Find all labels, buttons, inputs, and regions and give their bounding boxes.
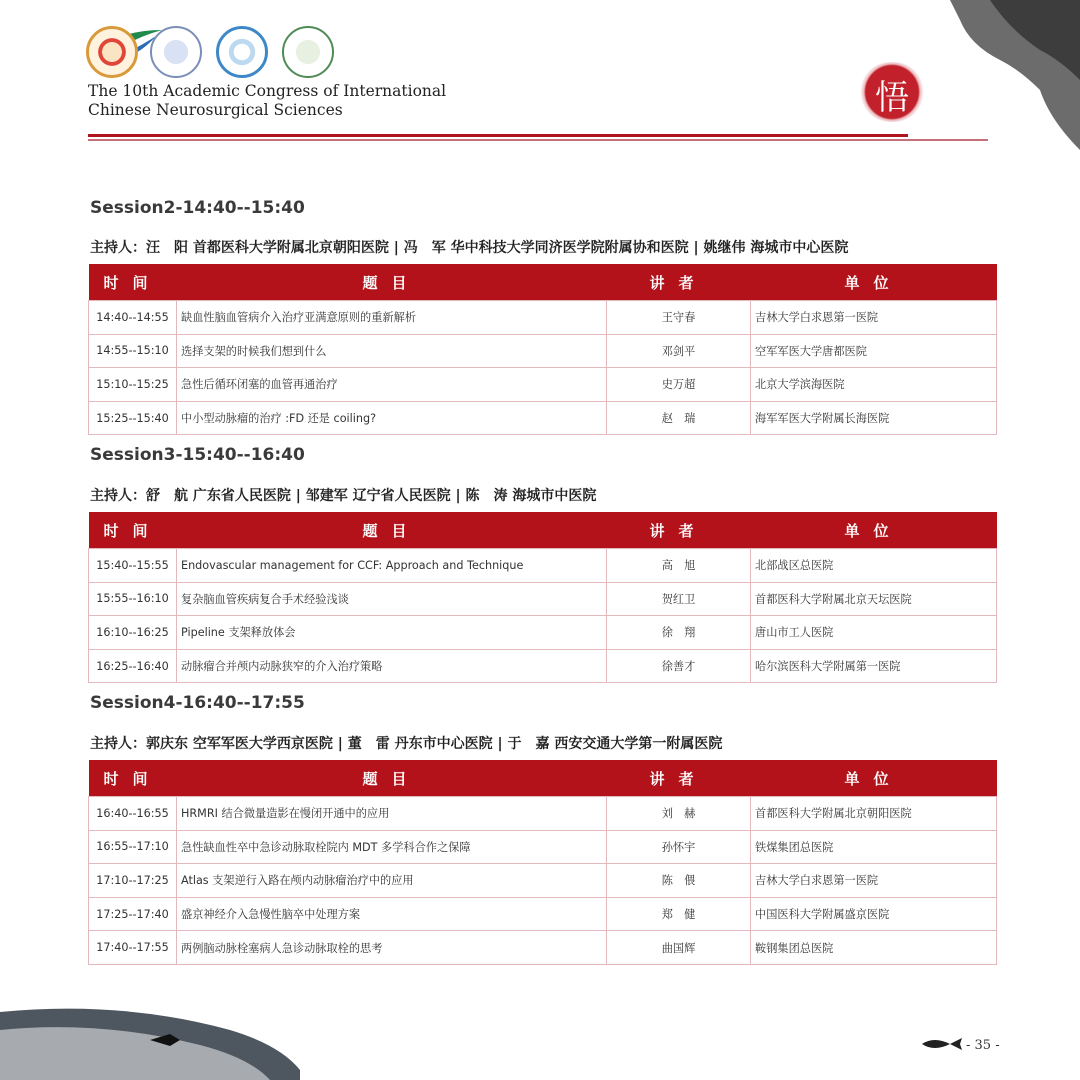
col-speaker: 讲者 (607, 512, 751, 549)
page-number: - 35 - (966, 1038, 1000, 1053)
row-unit: 哈尔滨医科大学附属第一医院 (751, 649, 997, 683)
row-speaker: 徐善才 (607, 649, 751, 683)
row-topic: 盛京神经介入急慢性脑卒中处理方案 (177, 897, 607, 931)
row-topic: 急性缺血性卒中急诊动脉取栓院内 MDT 多学科合作之保障 (177, 830, 607, 864)
col-topic: 题目 (177, 264, 607, 301)
row-time: 15:40--15:55 (89, 549, 177, 583)
row-time: 15:25--15:40 (89, 401, 177, 435)
ink-mountain-decoration (930, 0, 1080, 150)
col-time: 时间 (89, 512, 177, 549)
col-speaker: 讲者 (607, 760, 751, 797)
row-speaker: 王守春 (607, 301, 751, 335)
row-time: 14:55--15:10 (89, 334, 177, 368)
row-time: 16:55--17:10 (89, 830, 177, 864)
row-unit: 吉林大学白求恩第一医院 (751, 864, 997, 898)
table-row (89, 616, 997, 650)
society-logo-4 (282, 26, 334, 78)
table-row (89, 301, 997, 335)
row-time: 15:55--16:10 (89, 582, 177, 616)
row-unit: 首都医科大学附属北京天坛医院 (751, 582, 997, 616)
society-logos (86, 26, 164, 82)
row-topic: Endovascular management for CCF: Approach and Technique (177, 549, 607, 583)
congress-title-line1: The 10th Academic Congress of International (88, 82, 447, 100)
table-header-row (89, 264, 997, 301)
row-speaker: 高 旭 (607, 549, 751, 583)
row-time: 14:40--14:55 (89, 301, 177, 335)
row-time: 15:10--15:25 (89, 368, 177, 402)
row-topic: Pipeline 支架释放体会 (177, 616, 607, 650)
row-unit: 北京大学滨海医院 (751, 368, 997, 402)
row-speaker: 史万超 (607, 368, 751, 402)
row-unit: 鞍钢集团总医院 (751, 931, 997, 965)
row-speaker: 刘 赫 (607, 797, 751, 831)
seal-character: 悟 (875, 78, 909, 118)
row-speaker: 郑 健 (607, 897, 751, 931)
table-row (89, 931, 997, 965)
society-logo-3 (216, 26, 268, 78)
table-row (89, 649, 997, 683)
row-unit: 铁煤集团总医院 (751, 830, 997, 864)
session-table (88, 760, 997, 965)
row-topic: 急性后循环闭塞的血管再通治疗 (177, 368, 607, 402)
row-unit: 首都医科大学附属北京朝阳医院 (751, 797, 997, 831)
row-time: 17:40--17:55 (89, 931, 177, 965)
table-row (89, 797, 997, 831)
row-time: 16:25--16:40 (89, 649, 177, 683)
col-unit: 单位 (751, 760, 997, 797)
row-topic: 缺血性脑血管病介入治疗亚满意原则的重新解析 (177, 301, 607, 335)
row-speaker: 徐 翔 (607, 616, 751, 650)
session-table (88, 264, 997, 435)
col-topic: 题目 (177, 760, 607, 797)
wu-seal (858, 62, 926, 122)
row-unit: 北部战区总医院 (751, 549, 997, 583)
session-title: Session4-16:40--17:55 (90, 693, 305, 713)
row-topic: 动脉瘤合并颅内动脉狭窄的介入治疗策略 (177, 649, 607, 683)
row-speaker: 曲国辉 (607, 931, 751, 965)
row-topic: 复杂脑血管疾病复合手术经验浅谈 (177, 582, 607, 616)
row-speaker: 邓剑平 (607, 334, 751, 368)
table-row (89, 334, 997, 368)
row-topic: HRMRI 结合微量造影在慢闭开通中的应用 (177, 797, 607, 831)
row-unit: 吉林大学白求恩第一医院 (751, 301, 997, 335)
col-speaker: 讲者 (607, 264, 751, 301)
row-unit: 唐山市工人医院 (751, 616, 997, 650)
session-hosts: 主持人：汪 阳 首都医科大学附属北京朝阳医院 | 冯 军 华中科技大学同济医学院附属协和医院 | 姚继伟 海城市中心医院 (90, 240, 849, 256)
row-time: 17:10--17:25 (89, 864, 177, 898)
congress-title-line2: Chinese Neurosurgical Sciences (88, 101, 343, 119)
session-hosts: 主持人：舒 航 广东省人民医院 | 邹建军 辽宁省人民医院 | 陈 涛 海城市中医院 (90, 488, 597, 504)
table-row (89, 401, 997, 435)
table-row (89, 368, 997, 402)
session-table (88, 512, 997, 683)
row-unit: 空军军医大学唐都医院 (751, 334, 997, 368)
congress-title (88, 82, 446, 120)
row-topic: 两例脑动脉栓塞病人急诊动脉取栓的思考 (177, 931, 607, 965)
table-header-row (89, 512, 997, 549)
col-unit: 单位 (751, 512, 997, 549)
society-logo-1 (86, 26, 138, 78)
row-unit: 中国医科大学附属盛京医院 (751, 897, 997, 931)
session-title: Session3-15:40--16:40 (90, 445, 305, 465)
ink-brush-decoration (0, 990, 320, 1080)
row-unit: 海军军医大学附属长海医院 (751, 401, 997, 435)
session-hosts: 主持人：郭庆东 空军军医大学西京医院 | 董 雷 丹东市中心医院 | 于 嘉 西安交通大学第一附属医院 (90, 736, 723, 752)
row-speaker: 贺红卫 (607, 582, 751, 616)
ictna-logo (150, 26, 202, 78)
col-unit: 单位 (751, 264, 997, 301)
row-time: 16:10--16:25 (89, 616, 177, 650)
col-time: 时间 (89, 264, 177, 301)
col-topic: 题目 (177, 512, 607, 549)
table-row (89, 864, 997, 898)
table-row (89, 830, 997, 864)
table-row (89, 897, 997, 931)
header-divider-thin (88, 139, 988, 141)
row-speaker: 赵 瑞 (607, 401, 751, 435)
row-time: 17:25--17:40 (89, 897, 177, 931)
row-topic: Atlas 支架逆行入路在颅内动脉瘤治疗中的应用 (177, 864, 607, 898)
row-topic: 中小型动脉瘤的治疗 :FD 还是 coiling? (177, 401, 607, 435)
col-time: 时间 (89, 760, 177, 797)
table-row (89, 582, 997, 616)
fish-icon (920, 1036, 964, 1052)
header-divider (88, 134, 908, 137)
table-header-row (89, 760, 997, 797)
table-row (89, 549, 997, 583)
row-speaker: 陈 偎 (607, 864, 751, 898)
row-speaker: 孙怀宇 (607, 830, 751, 864)
row-time: 16:40--16:55 (89, 797, 177, 831)
row-topic: 选择支架的时候我们想到什么 (177, 334, 607, 368)
session-title: Session2-14:40--15:40 (90, 198, 305, 218)
